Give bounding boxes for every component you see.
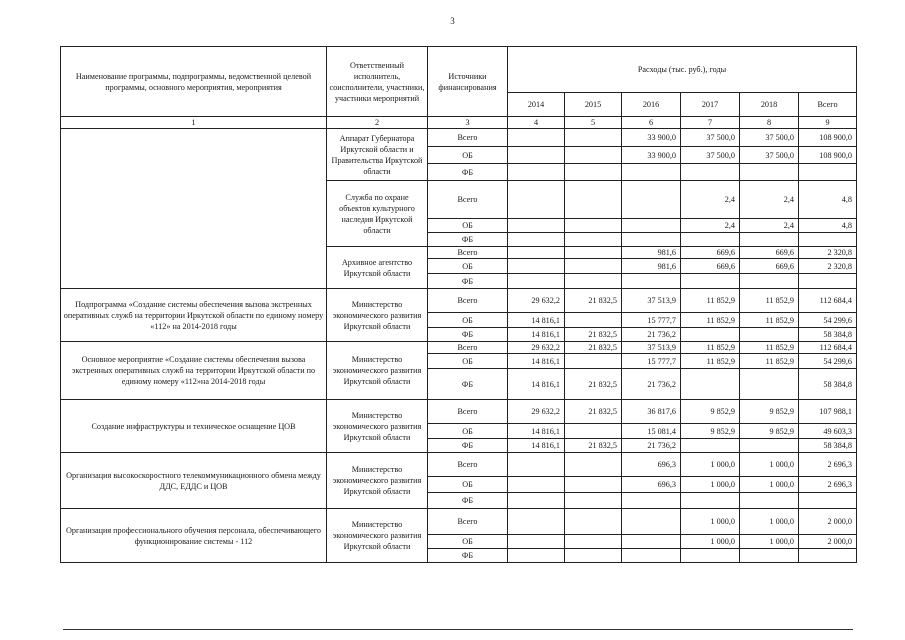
value-cell [681,369,740,400]
value-cell: 14 816,1 [508,354,565,369]
value-cell [681,493,740,509]
value-cell: 2 320,8 [799,247,857,259]
value-cell: 1 000,0 [681,477,740,493]
funding-source-cell: ФБ [428,274,508,289]
value-cell [565,549,622,563]
value-cell: 21 736,2 [622,369,681,400]
value-cell: 9 852,9 [681,424,740,439]
column-number: 7 [681,117,740,129]
value-cell [622,181,681,219]
value-cell: 21 832,5 [565,289,622,313]
value-cell [565,259,622,274]
value-cell [508,509,565,535]
table-row [61,509,857,535]
header-year: 2018 [740,93,799,117]
value-cell: 1 000,0 [740,477,799,493]
value-cell [508,477,565,493]
value-cell: 37 513,9 [622,342,681,354]
value-cell: 669,6 [740,259,799,274]
table-row [61,342,857,354]
value-cell [508,247,565,259]
value-cell [508,181,565,219]
column-number: 8 [740,117,799,129]
value-cell [622,535,681,549]
value-cell [565,219,622,233]
value-cell: 1 000,0 [681,535,740,549]
page-bottom-rule [63,629,853,630]
value-cell [508,219,565,233]
value-cell: 37 500,0 [740,147,799,164]
value-cell [622,274,681,289]
value-cell: 108 900,0 [799,129,857,147]
value-cell: 981,6 [622,259,681,274]
value-cell [622,493,681,509]
value-cell: 1 000,0 [681,453,740,477]
header-executor: Ответственный исполнитель, соисполнители, участники, участники мероприятий [327,47,428,117]
value-cell: 37 500,0 [681,129,740,147]
column-number: 2 [327,117,428,129]
value-cell: 2 696,3 [799,477,857,493]
value-cell: 112 684,4 [799,342,857,354]
value-cell [799,274,857,289]
value-cell [508,147,565,164]
funding-source-cell: ФБ [428,233,508,247]
value-cell: 29 632,2 [508,342,565,354]
program-name-cell: Организация высокоскоростного телекоммуникационного обмена между ДДС, ЕДДС и ЦОВ [61,453,327,509]
value-cell [681,328,740,342]
value-cell: 1 000,0 [681,509,740,535]
value-cell: 981,6 [622,247,681,259]
value-cell: 21 832,5 [565,400,622,424]
column-number: 4 [508,117,565,129]
value-cell [565,274,622,289]
value-cell: 54 299,6 [799,313,857,328]
value-cell [565,247,622,259]
value-cell [508,453,565,477]
program-name-cell: Основное мероприятие «Создание системы обеспечения вызова экстренных оперативных служб на территории Иркутской области по единому номеру «112»на 2014-2018 годы [61,342,327,400]
value-cell: 21 832,5 [565,328,622,342]
value-cell [622,509,681,535]
executor-cell: Министерство экономического развития Иркутской области [327,453,428,509]
value-cell [681,233,740,247]
value-cell: 15 081,4 [622,424,681,439]
value-cell [565,493,622,509]
value-cell: 2,4 [681,181,740,219]
value-cell [740,439,799,453]
value-cell [508,164,565,181]
value-cell: 11 852,9 [681,342,740,354]
value-cell [622,233,681,247]
funding-source-cell: Всего [428,509,508,535]
value-cell: 1 000,0 [740,509,799,535]
value-cell [565,509,622,535]
value-cell: 11 852,9 [681,313,740,328]
program-name-cell [61,129,327,289]
value-cell [740,233,799,247]
value-cell: 669,6 [681,259,740,274]
value-cell: 112 684,4 [799,289,857,313]
funding-source-cell: ФБ [428,328,508,342]
value-cell [508,129,565,147]
funding-source-cell: ФБ [428,549,508,563]
value-cell: 4,8 [799,219,857,233]
budget-table [60,46,857,563]
executor-cell: Служба по охране объектов культурного наследия Иркутской области [327,181,428,247]
value-cell [799,164,857,181]
value-cell: 14 816,1 [508,313,565,328]
program-name-cell: Организация профессионального обучения персонала, обеспечивающего функционирование системы - 112 [61,509,327,563]
value-cell: 21 736,2 [622,328,681,342]
value-cell [565,477,622,493]
value-cell [740,493,799,509]
funding-source-cell: ОБ [428,424,508,439]
value-cell [508,259,565,274]
value-cell [681,274,740,289]
page-number: 3 [450,16,455,26]
value-cell [799,233,857,247]
value-cell [799,549,857,563]
header-program-name: Наименование программы, подпрограммы, ведомственной целевой программы, основного мероприятия, мероприятия [61,47,327,117]
value-cell [740,549,799,563]
funding-source-cell: ФБ [428,369,508,400]
funding-source-cell: ФБ [428,493,508,509]
executor-cell: Министерство экономического развития Иркутской области [327,342,428,400]
value-cell: 15 777,7 [622,313,681,328]
table-row [61,129,857,147]
value-cell: 108 900,0 [799,147,857,164]
value-cell: 54 299,6 [799,354,857,369]
executor-cell: Архивное агентство Иркутской области [327,247,428,289]
value-cell [740,328,799,342]
value-cell [681,439,740,453]
value-cell: 37 500,0 [681,147,740,164]
executor-cell: Аппарат Губернатора Иркутской области и Правительства Иркутской области [327,129,428,181]
value-cell: 696,3 [622,477,681,493]
header-total: Всего [799,93,857,117]
value-cell: 2 000,0 [799,535,857,549]
value-cell [799,493,857,509]
table-row [61,400,857,424]
value-cell [565,453,622,477]
value-cell: 14 816,1 [508,369,565,400]
executor-cell: Министерство экономического развития Иркутской области [327,509,428,563]
funding-source-cell: ФБ [428,439,508,453]
value-cell [508,274,565,289]
value-cell: 14 816,1 [508,328,565,342]
value-cell [740,274,799,289]
value-cell: 11 852,9 [740,313,799,328]
value-cell: 4,8 [799,181,857,219]
value-cell: 1 000,0 [740,453,799,477]
funding-source-cell: ФБ [428,164,508,181]
value-cell: 11 852,9 [681,354,740,369]
value-cell: 11 852,9 [740,354,799,369]
value-cell: 21 832,5 [565,342,622,354]
value-cell: 2,4 [681,219,740,233]
funding-source-cell: ОБ [428,354,508,369]
value-cell [565,354,622,369]
executor-cell: Министерство экономического развития Иркутской области [327,289,428,342]
column-number: 1 [61,117,327,129]
value-cell [565,535,622,549]
value-cell: 14 816,1 [508,424,565,439]
value-cell: 11 852,9 [681,289,740,313]
header-year: 2016 [622,93,681,117]
table-row [61,453,857,477]
funding-source-cell: Всего [428,247,508,259]
value-cell: 9 852,9 [740,424,799,439]
column-number: 3 [428,117,508,129]
value-cell [565,147,622,164]
value-cell: 58 384,8 [799,328,857,342]
value-cell: 37 500,0 [740,129,799,147]
column-number: 6 [622,117,681,129]
funding-source-cell: ОБ [428,535,508,549]
funding-source-cell: Всего [428,289,508,313]
value-cell [565,424,622,439]
value-cell: 14 816,1 [508,439,565,453]
value-cell [508,493,565,509]
value-cell [740,369,799,400]
funding-source-cell: ОБ [428,477,508,493]
value-cell [508,549,565,563]
table-row [61,289,857,313]
value-cell: 15 777,7 [622,354,681,369]
value-cell: 33 900,0 [622,129,681,147]
column-number: 5 [565,117,622,129]
value-cell: 2 320,8 [799,259,857,274]
value-cell [565,164,622,181]
value-cell: 21 832,5 [565,369,622,400]
value-cell: 9 852,9 [681,400,740,424]
value-cell: 669,6 [681,247,740,259]
funding-source-cell: ОБ [428,147,508,164]
value-cell: 669,6 [740,247,799,259]
value-cell: 49 603,3 [799,424,857,439]
value-cell [622,164,681,181]
value-cell: 58 384,8 [799,439,857,453]
funding-source-cell: ОБ [428,219,508,233]
value-cell: 2 696,3 [799,453,857,477]
funding-source-cell: Всего [428,453,508,477]
value-cell: 11 852,9 [740,289,799,313]
value-cell: 33 900,0 [622,147,681,164]
value-cell: 107 988,1 [799,400,857,424]
value-cell [622,549,681,563]
value-cell: 11 852,9 [740,342,799,354]
value-cell [565,313,622,328]
funding-source-cell: ОБ [428,259,508,274]
value-cell: 58 384,8 [799,369,857,400]
value-cell [740,164,799,181]
table-body [61,129,857,563]
value-cell: 21 736,2 [622,439,681,453]
funding-source-cell: ОБ [428,313,508,328]
value-cell: 29 632,2 [508,400,565,424]
funding-source-cell: Всего [428,181,508,219]
executor-cell: Министерство экономического развития Иркутской области [327,400,428,453]
value-cell: 696,3 [622,453,681,477]
value-cell [622,219,681,233]
value-cell: 9 852,9 [740,400,799,424]
value-cell [681,164,740,181]
value-cell: 2,4 [740,181,799,219]
value-cell [508,233,565,247]
value-cell: 37 513,9 [622,289,681,313]
value-cell [565,181,622,219]
value-cell: 1 000,0 [740,535,799,549]
value-cell [681,549,740,563]
funding-source-cell: Всего [428,342,508,354]
header-year: 2017 [681,93,740,117]
column-number: 9 [799,117,857,129]
header-expenses: Расходы (тыс. руб.), годы [508,47,857,93]
value-cell: 2 000,0 [799,509,857,535]
header-year: 2015 [565,93,622,117]
funding-source-cell: Всего [428,400,508,424]
value-cell: 2,4 [740,219,799,233]
value-cell [565,233,622,247]
header-funding-source: Источники финансирования [428,47,508,117]
value-cell [508,535,565,549]
value-cell [565,129,622,147]
header-year: 2014 [508,93,565,117]
value-cell: 21 832,5 [565,439,622,453]
value-cell: 36 817,6 [622,400,681,424]
program-name-cell: Создание инфраструктуры и техническое оснащение ЦОВ [61,400,327,453]
value-cell: 29 632,2 [508,289,565,313]
program-name-cell: Подпрограмма «Создание системы обеспечения вызова экстренных оперативных служб на территории Иркутской области по единому номеру «112» на 2014-2018 годы [61,289,327,342]
funding-source-cell: Всего [428,129,508,147]
